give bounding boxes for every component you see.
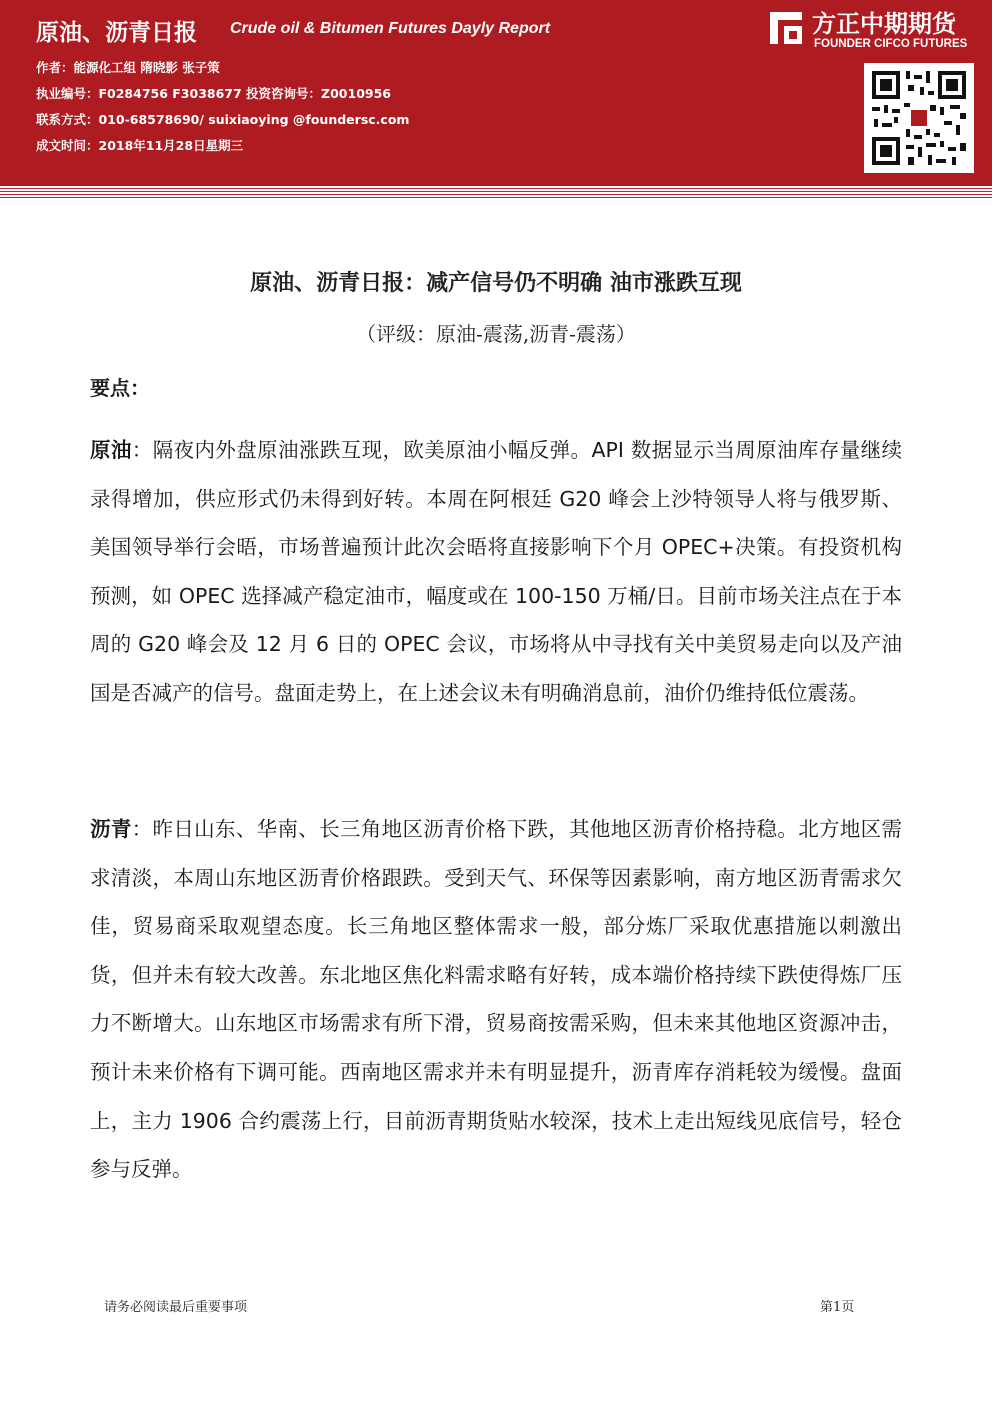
brand-name-en: FOUNDER CIFCO FUTURES (814, 38, 968, 50)
report-header (0, 0, 992, 186)
founder-logo-icon (768, 10, 804, 46)
crude-oil-label: 原油 (90, 438, 132, 462)
date-line: 成文时间：2018年11月28日星期三 (36, 138, 244, 153)
bitumen-text: ：昨日山东、华南、长三角地区沥青价格下跌，其他地区沥青价格持稳。北方地区需求清淡，本周山东地区沥青价格跟跌。受到天气、环保等因素影响，南方地区沥青需求欠佳，贸易商采取观望态度。长三角地区整体需求一般，部分炼厂采取优惠措施以刺激出货，但并未有较大改善。东北地区焦化料需求略有好转，成本端价格持续下跌使得炼厂压力不断增大。山东地区市场需求有所下滑，贸易商按需采购，但未来其他地区资源冲击，预计未来价格有下调可能。西南地区需求并未有明显提升，沥青库存消耗较为缓慢。盘面上，主力 1906 合约震荡上行，目前沥青期货贴水较深，技术上走出短线见底信号，轻仓参与反弹。 (90, 817, 903, 1182)
key-points-heading: 要点： (90, 376, 150, 400)
crude-oil-text: ：隔夜内外盘原油涨跌互现，欧美原油小幅反弹。API 数据显示当周原油库存量继续录得增加，供应形式仍未得到好转。本周在阿根廷 G20 峰会上沙特领导人将与俄罗斯、美国领导举行会晤，市场普遍预计此次会晤将直接影响下个月 OPEC+决策。有投资机构预测，如 OPEC 选择减产稳定油市，幅度或在 100-150 万桶/日。目前市场关注点在于本周的 G20 峰会及 12 月 6 日的 OPEC 会议，市场将从中寻找有关中美贸易走向以及产油国是否减产的信号。盘面走势上，在上述会议未有明确消息前，油价仍维持低位震荡。 (90, 438, 903, 705)
license-line: 执业编号：F0284756 F3038677 投资咨询号：Z0010956 (36, 86, 391, 101)
report-title-en: Crude oil & Bitumen Futures Dayly Report (230, 20, 551, 37)
crude-oil-paragraph (90, 426, 902, 718)
report-title-cn: 原油、沥青日报 (36, 20, 197, 46)
contact-line[interactable]: 联系方式：010-68578690/ suixiaoying @foundersc.com (36, 112, 410, 127)
document-title: 原油、沥青日报：减产信号仍不明确 油市涨跌互现 (250, 270, 742, 296)
author-line: 作者：能源化工组 隋晓影 张子策 (36, 60, 220, 75)
qr-code-icon (864, 63, 974, 173)
bitumen-label: 沥青 (90, 817, 132, 841)
brand-name-cn: 方正中期期货 (812, 10, 956, 38)
bitumen-paragraph (90, 805, 902, 1194)
page-number: 第1页 (820, 1300, 855, 1315)
rating-line: （评级：原油-震荡,沥青-震荡） (356, 322, 636, 346)
footer-notice: 请务必阅读最后重要事项 (104, 1300, 248, 1315)
header-divider (0, 186, 992, 198)
